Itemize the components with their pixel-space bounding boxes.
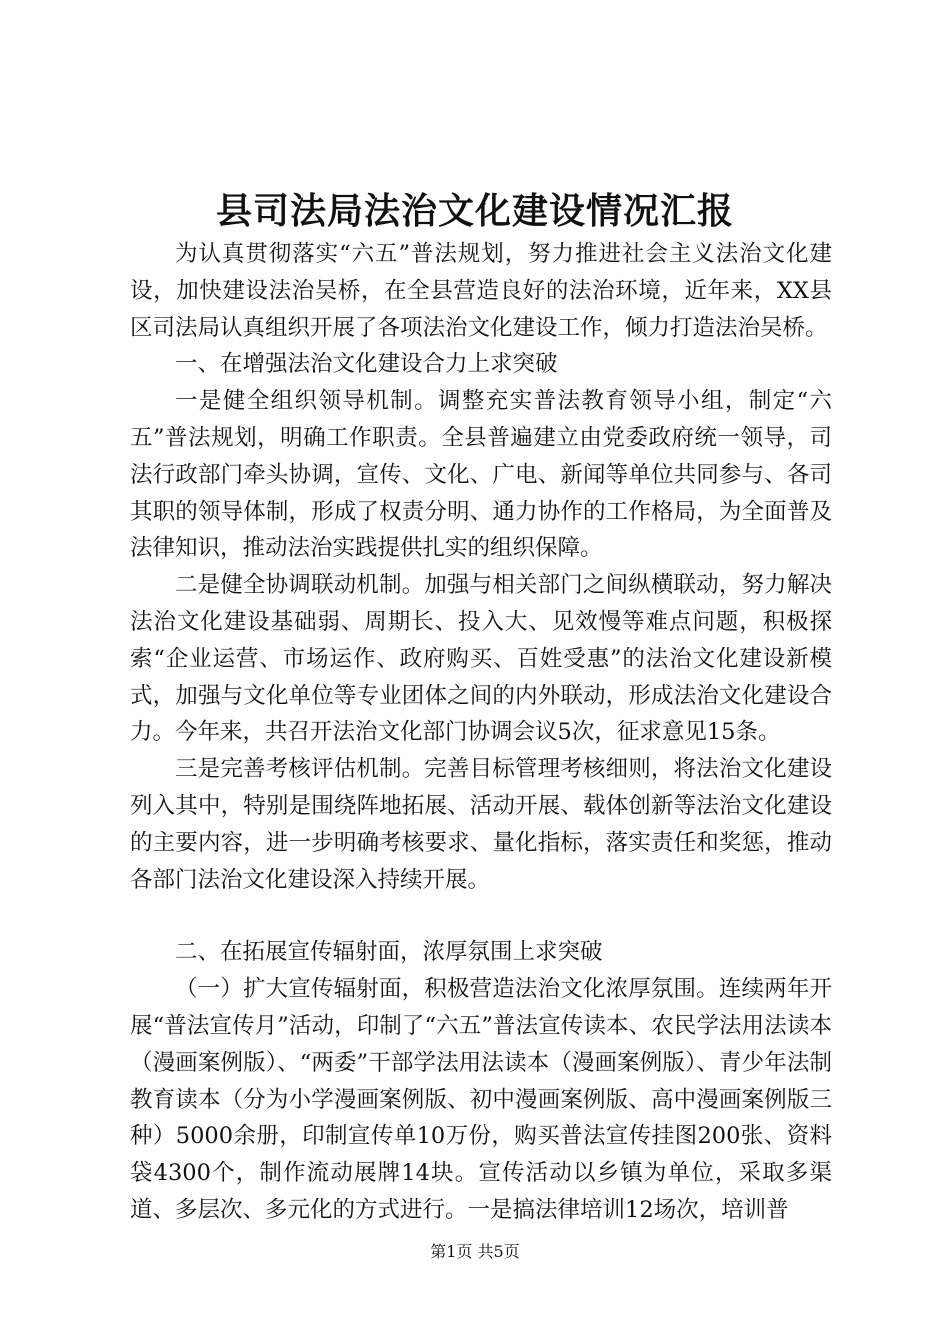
paragraph-organization: 一是健全组织领导机制。调整充实普法教育领导小组，制定“六五”普法规划，明确工作职责。全县普遍建立由党委政府统一领导，司法行政部门牵头协调，宣传、文化、广电、新闻等单位共同参与、各司其职的领导体制，形成了权责分明、通力协作的工作格局，为全面普及法律知识，推动法治实践提供扎实的组织保障。 xyxy=(130,388,832,562)
document-title: 县司法局法治文化建设情况汇报 xyxy=(215,190,734,232)
document-body xyxy=(130,236,832,1229)
paragraph-intro: 为认真贯彻落实“六五”普法规划，努力推进社会主义法治文化建设，加快建设法治吴桥，在全县营造良好的法治环境，近年来，XX县区司法局认真组织开展了各项法治文化建设工作，倾力打造法治吴桥。 xyxy=(130,241,832,341)
paragraph-publicity: （一）扩大宣传辐射面，积极营造法治文化浓厚氛围。连续两年开展“普法宣传月”活动，印制了“六五”普法宣传读本、农民学法用法读本（漫画案例版）、“两委”干部学法用法读本（漫画案例版）、青少年法制教育读本（分为小学漫画案例版、初中漫画案例版、高中漫画案例版三种）5000余册，印制宣传单10万份，购买普法宣传挂图200张、资料袋4300个，制作流动展牌14块。宣传活动以乡镇为单位，采取多渠道、多层次、多元化的方式进行。一是搞法律培训12场次，培训普 xyxy=(130,976,832,1223)
section-heading-1: 一、在增强法治文化建设合力上求突破 xyxy=(175,351,558,378)
paragraph-coordination: 二是健全协调联动机制。加强与相关部门之间纵横联动，努力解决法治文化建设基础弱、周期长、投入大、见效慢等难点问题，积极探索“企业运营、市场运作、政府购买、百姓受惠”的法治文化建设新模式，加强与文化单位等专业团体之间的内外联动，形成法治文化建设合力。今年来，共召开法治文化部门协调会议5次，征求意见15条。 xyxy=(130,572,832,746)
paragraph-assessment: 三是完善考核评估机制。完善目标管理考核细则，将法治文化建设列入其中，特别是围绕阵地拓展、活动开展、载体创新等法治文化建设的主要内容，进一步明确考核要求、量化指标，落实责任和奖惩，推动各部门法治文化建设深入持续开展。 xyxy=(130,756,832,893)
section-heading-2: 二、在拓展宣传辐射面，浓厚氛围上求突破 xyxy=(175,939,603,966)
page-number-footer: 第1页 共5页 xyxy=(430,1242,520,1261)
